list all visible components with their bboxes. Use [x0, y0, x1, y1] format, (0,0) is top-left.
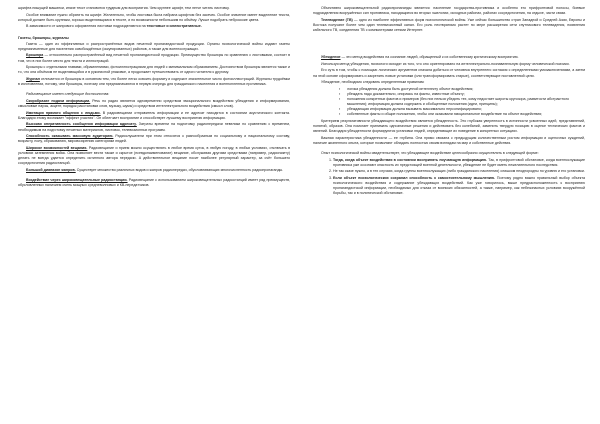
paragraph — [18, 53, 290, 63]
paragraph — [18, 178, 290, 188]
list-item: ▪ логика убеждения должна быть доступной интеллекту объект воздействия; — [347, 87, 585, 92]
list-item: ▪ убеждающая информация должна вызывать максимально персонифицировано; — [347, 107, 585, 112]
emphasis: текстовые и иллюстративные. — [146, 24, 202, 29]
paragraph: Особое внимание нужно обратить на шрифт. Желательно, чтобы листовка была набрана шрифтом без засечек. Особое значение имеет выделение текста, который должен быть крупным, хорошо выделяющимся в тексте, и по возможности небольшим по объёму. Лучше подобрать небросские цвета. — [18, 12, 290, 22]
paragraph: Убеждение, необходимо следовать определенным правилам: — [321, 80, 425, 85]
term: Телевидение (ТВ) — [321, 17, 353, 22]
paragraph — [313, 18, 585, 33]
paragraph: Опыт психологической войны свидетельствует, что убеждающее воздействие целесообразно осуществлять в следующей форме: — [321, 151, 539, 156]
paragraph — [313, 55, 585, 60]
right-column — [313, 6, 585, 198]
term: Воздействие через широковещательные радиостанции. — [26, 178, 128, 183]
paragraph: Брошюры с отдельными главами, обрамлениями, фотоиллюстрациями для людей с минимальным образованием. Достоинством брошюры является также и то, что она объёмом не выделяющийся и в рукописной упаковке, а продолжает путешествовать от одного читателя к другому. — [18, 65, 290, 75]
left-column — [18, 6, 290, 190]
rules-list — [313, 87, 585, 118]
term: Большой диапазон жанров. — [26, 167, 76, 172]
paragraph-text: В зависимости от жанрового оформления листовки подразделяются на — [26, 24, 147, 29]
paragraph-text: Радиослушатели при этом относятся к разнообразным по социальному и национальному составу, возрасту, полу, образованию, мировоззрению категориям людей. — [18, 134, 290, 144]
item-text: Поэтому рядно важно правильный выбор объекта психологического воздействия и содержание убеждающих воздействий. Как уже говорилось, выше предрасположенность к восприятию пропагандистской информации, необходимых для отказа от воинских обязанностей, а также, например, как небезопасных условиях вооружённой борьбы, так и в политической обстановке. — [333, 175, 585, 196]
list-item: ▪ положения конкретных фактов и примеров (без них нельзя убедить тех, кому недостает широты кругозора, развитости абстрактного мышления); информация должна содержать и обобщенные положения (идеи, принципы); — [347, 97, 585, 107]
section-heading: Газеты, брошюры, журналы — [18, 35, 69, 40]
paragraph-text: отличается от брошюры в основном тем, что более легко освоить формату и содержит значительное число фотоиллюстраций. Журналы трудоёмки в изготовлении, потому, чем брошюры, поэтому они предназначаются в первую очередь для гражданского населения и военнопленных противника. — [18, 77, 290, 87]
paragraph: Его суть в том, чтобы с помощью логических аргументов сначала добиться от человека внутреннего согласия с определенными умозаключениями, а затем на этой основе сформировать и закрепить новые установки (или трансформировать старые), соответствующие поставленной цели. — [313, 68, 585, 78]
term: Брошюра — [26, 53, 44, 58]
paragraph-text: Речь по радио является одновременно средством эмоционального воздействия убеждения и информирования, смысловые паузы, акцент, порядок расстановки слов, музыку, шумы) и средством интеллектуального воздействия (смысл слов). — [18, 98, 290, 108]
term: Журнал — [26, 77, 40, 81]
item-text: Так, в прифронтовой обстановке, когда военнослужащие противника уже осознают опасность их предстоящей военной деятельности, убеждение не будет иметь нежелательного последствия. — [333, 157, 585, 167]
list-item: ▪ собственные факты и общие положения, чтобы они оказывали эмоциональное воздействие на объект воздействия; — [347, 112, 585, 117]
paragraph: Важная характеристика убежденности — ее глубина. Она прямо связана с предыдущим количественным ростом информации и оценочных суждений, наличие жизненного опыта, которые позволяют обладать полностью своим взглядам на мир и собственные действия. — [313, 135, 585, 146]
term: Убеждение — [321, 55, 341, 60]
paragraph — [18, 168, 290, 173]
paragraph-text: — это метод воздействия на сознание людей, обращенный к их собственному критическому восприятию. — [340, 55, 519, 60]
item-text: (либо гражданского населения) слишком неоднородны по уровню и его установки. — [445, 169, 585, 174]
paragraph — [18, 134, 290, 144]
term: Скоробразие подачи информации. — [26, 98, 91, 103]
list-item — [333, 158, 585, 168]
item-lead: Не так сказе нужно, а в тех случаях, когда группы военнослужащих — [333, 169, 446, 174]
paragraph-text: — одно из наиболее эффективных форм психологической войны. Уже сейчас большинство стран Западной и Средней Азии, Европы и Востока получают более чем один телевизионный канал. Его роль неотвратимо растет по мере расширения сети спутникового телевидения, появления кабельного ТВ, соединения ТВ с компьютерами сетями Интернет. — [313, 17, 585, 32]
list-item: ▪ убеждать надо доказательно, опираясь на факты, известные объекту; — [347, 92, 585, 97]
numbered-list — [313, 158, 585, 196]
paragraph-text: — относительно распространённый вид печатной пропагандистской продукции. Преимущество брошюры по сравнению с листовками, состоит в том, что в них более место для текста и иллюстраций. — [18, 53, 290, 63]
item-lead: Если объект психологических сохранил способность к самостоятельному мышлению. — [333, 175, 496, 180]
paragraph — [18, 24, 290, 29]
paragraph-text: Существует множество различных видов и жанров радиопередач, обусловливающих многочисленность радиопропаганды. — [75, 167, 284, 172]
paragraph: Газета — один из эффективных и распространённых видов печатной пропагандистской продукции. Органы психологической войны издают газеты предназначенные для населения освобождённых (оккупированных) районов, а также для военнослужащих. — [18, 41, 290, 51]
paragraph — [18, 111, 290, 121]
paragraph-text: Радиовещание с использованием широковещательных радиостанций имеет ряд преимуществ, обусловленных наличием очень мощных средневолновых и КВ-передатчиков. — [18, 178, 290, 188]
term: Высокая оперативность сообщения информации адресату. — [26, 122, 137, 127]
paragraph-text: В радиовещании отправитель информации и ее адресат находятся в состоянии акустического контакта. Благодаря этому возникает "эффект участия". Он облегчает восприятие и способствует лучшему восприятию информации. — [18, 110, 290, 120]
term: Способность оказывать массовую аудиторию. — [26, 134, 114, 139]
term: Широкое возможностей вещания. — [26, 146, 88, 150]
list-item — [333, 169, 585, 174]
paragraph — [18, 122, 290, 132]
paragraph — [18, 99, 290, 109]
paragraph: шрифта пишущей машинки, иначе текст становится трудным для восприятия. Чем крупнее шрифт, тем легче читать листовку. — [18, 6, 230, 10]
paragraph-text: Затраты времени на подготовку радиопередачи невелики по сравнению с временем, необходимым на подготовку печатных материалов, листовок, телевизионных программ. — [18, 122, 290, 132]
item-lead: Тогда, когда объект воздействия в состоянии воспринять поучающую информацию. — [333, 157, 488, 162]
term: Имитация прямого общения с людьми. — [26, 110, 101, 115]
list-item — [333, 176, 585, 196]
paragraph — [18, 77, 290, 87]
subheading: Радиовещание имеет следующие достоинства: — [26, 92, 110, 97]
paragraph: Объективно широковещательной радиопропаганды является: население государства-противника и особенно его прифронтовой полосы, боевые подразделения вооружённых сил противника, находящиеся во вторых эшелонах, исходных районах, районах сосредоточения, на отдыхе, части связи. — [313, 6, 585, 16]
paragraph — [18, 146, 290, 166]
paragraph-text: Радиовещание и прием можно осуществлять в любое время суток, в любую погоду, в любых условиях, отключать в условиях затемнения войск. Она позволяет вести также и скрытое (псевдонаименование) вещание, обслуживая другими средствами (например, радиогазету) делать не всегда удается определить истинного автора передачи. А действительное вещание носит наиболее регулярный характер, за счёт большего сосредоточения радиостанций. — [18, 146, 291, 166]
paragraph: Используя метод убеждения, психологи исходят из того, что оно ориентировано на интеллектуально-познавательную форму человеческой психики. — [321, 61, 570, 66]
paragraph: Критерием результативности убеждающего воздействия является убежденность. Это глубокая уверенность в истинности усвоенных идей, представлений, понятий, образов. Она помогает принимать однозначные решения и действовать без колебаний, заменить твердую позицию в оценке технических фактов и явлений. Благодаря убежденности формируются установки людей, определяющие их поведение в конкретных ситуациях. — [313, 119, 585, 134]
